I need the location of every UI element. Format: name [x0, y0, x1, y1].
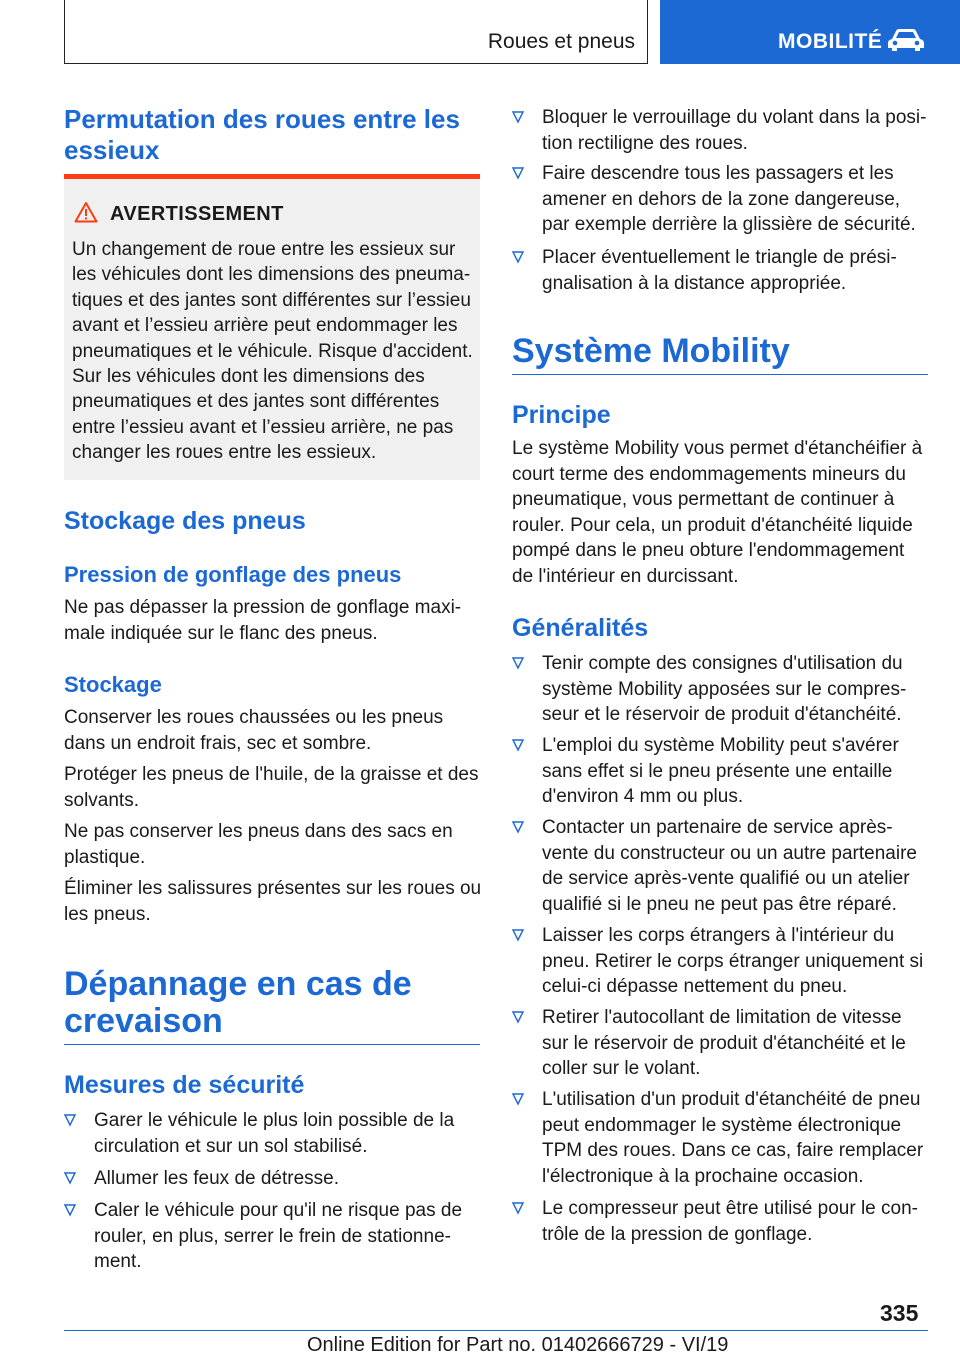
bullet-triangle-icon — [512, 110, 524, 124]
mobility-rule — [512, 374, 928, 375]
warning-box — [64, 174, 480, 480]
bullet-triangle-icon — [512, 166, 524, 180]
bullet-triangle-icon — [512, 1092, 524, 1106]
flat-tire-rule — [64, 1044, 480, 1045]
permutation-title: Permutation des roues entre les essieux — [64, 104, 460, 165]
stockage-para-4: Éliminer les salissures présentes sur les roues ou les pneus. — [64, 878, 482, 925]
principle-text: Le système Mobility vous permet d'étanchéifier à court terme des endommagements mineurs du pneumatique, vous permettant de continuer à rouler. Pour cela, un produit d'étanchéité liquide pompé dans le pneu obture l'endommagement de l'intérieur en durcissant. — [512, 438, 923, 587]
header-chapter-box — [64, 0, 648, 64]
mobility-title: Système Mobility — [512, 332, 790, 370]
pressure-title: Pression de gonflage des pneus — [64, 562, 402, 587]
section-title: MOBILITÉ — [778, 30, 883, 53]
warning-text: Un changement de roue entre les essieux sur les véhicules dont les dimensions des pneuma- tiques et des jantes sont différentes sur l’essieu avant et l’essieu arrière peut endommager les pneumatiques et le véhicule. Risque d'accident. Sur les véhicules dont les dimensions des pneumatiques et des jantes sont différentes entre l’essieu avant et l’essieu arrière, ne pas changer les roues entre les essieux. — [72, 239, 473, 464]
bullet-triangle-icon — [512, 656, 524, 670]
stockage-para-1: Conserver les roues chaussées ou les pneus dans un endroit frais, sec et sombre. — [64, 707, 444, 754]
footer-rule — [64, 1330, 928, 1331]
list-item: L'utilisation d'un produit d'étanchéité de pneu peut endommager le système électronique TPM des roues. Dans ce cas, faire remplacer l'électronique à la prochaine occasion. — [512, 1087, 932, 1191]
pressure-text: Ne pas dépasser la pression de gonflage maxi- male indiquée sur le flanc des pneus. — [64, 597, 462, 644]
bullet-triangle-icon — [512, 820, 524, 834]
bullet-triangle-icon — [64, 1171, 76, 1185]
car-icon — [886, 28, 926, 52]
bullet-triangle-icon — [512, 1201, 524, 1215]
general-title: Généralités — [512, 614, 649, 642]
page-number: 335 — [880, 1300, 919, 1326]
stockage-para-3: Ne pas conserver les pneus dans des sacs en plastique. — [64, 821, 453, 868]
list-item: Contacter un partenaire de service après- vente du constructeur ou un autre partenaire de service après-vente qualifié ou un atelier qualifié si le pneu ne peut pas être réparé. — [512, 815, 932, 919]
bullet-triangle-icon — [64, 1203, 76, 1217]
list-item: Placer éventuellement le triangle de prési- gnalisation à la distance appropriée. — [512, 245, 932, 297]
bullet-triangle-icon — [64, 1113, 76, 1127]
list-item: Laisser les corps étrangers à l'intérieur du pneu. Retirer le corps étranger uniquement si celui-ci dépasse nettement du pneu. — [512, 923, 932, 1001]
header-section-box — [660, 0, 960, 64]
warning-triangle-icon — [74, 201, 98, 223]
list-item: Caler le véhicule pour qu'il ne risque pas de rouler, en plus, serrer le frein de stationne- ment. — [64, 1198, 480, 1276]
chapter-title: Roues et pneus — [487, 30, 635, 53]
stockage-para-2: Protéger les pneus de l'huile, de la graisse et des solvants. — [64, 764, 479, 811]
list-item: Allumer les feux de détresse. — [64, 1166, 480, 1192]
safety-title: Mesures de sécurité — [64, 1071, 305, 1099]
footer-edition: Online Edition for Part no. 01402666729 - VI/19 — [307, 1334, 729, 1356]
bullet-triangle-icon — [512, 1010, 524, 1024]
bullet-triangle-icon — [512, 738, 524, 752]
bullet-triangle-icon — [512, 250, 524, 264]
list-item: L'emploi du système Mobility peut s'avérer sans effet si le pneu présente une entaille d'environ 4 mm ou plus. — [512, 733, 932, 811]
list-item: Garer le véhicule le plus loin possible de la circulation et sur un sol stabilisé. — [64, 1108, 480, 1160]
flat-tire-title: Dépannage en cas de crevaison — [64, 965, 412, 1040]
list-item: Le compresseur peut être utilisé pour le con- trôle de la pression de gonflage. — [512, 1196, 932, 1248]
list-item: Tenir compte des consignes d'utilisation du système Mobility apposées sur le compres- seur et le réservoir de produit d'étanchéité. — [512, 651, 932, 729]
principle-title: Principe — [512, 401, 611, 429]
storage-title: Stockage des pneus — [64, 507, 306, 535]
warning-heading: AVERTISSEMENT — [110, 203, 284, 225]
stockage-title: Stockage — [64, 672, 162, 697]
list-item: Bloquer le verrouillage du volant dans la posi- tion rectiligne des roues. — [512, 105, 932, 157]
list-item: Faire descendre tous les passagers et les amener en dehors de la zone dangereuse, par exemple derrière la glissière de sécurité. — [512, 161, 932, 239]
list-item: Retirer l'autocollant de limitation de vitesse sur le réservoir de produit d'étanchéité et le coller sur le volant. — [512, 1005, 932, 1083]
bullet-triangle-icon — [512, 928, 524, 942]
